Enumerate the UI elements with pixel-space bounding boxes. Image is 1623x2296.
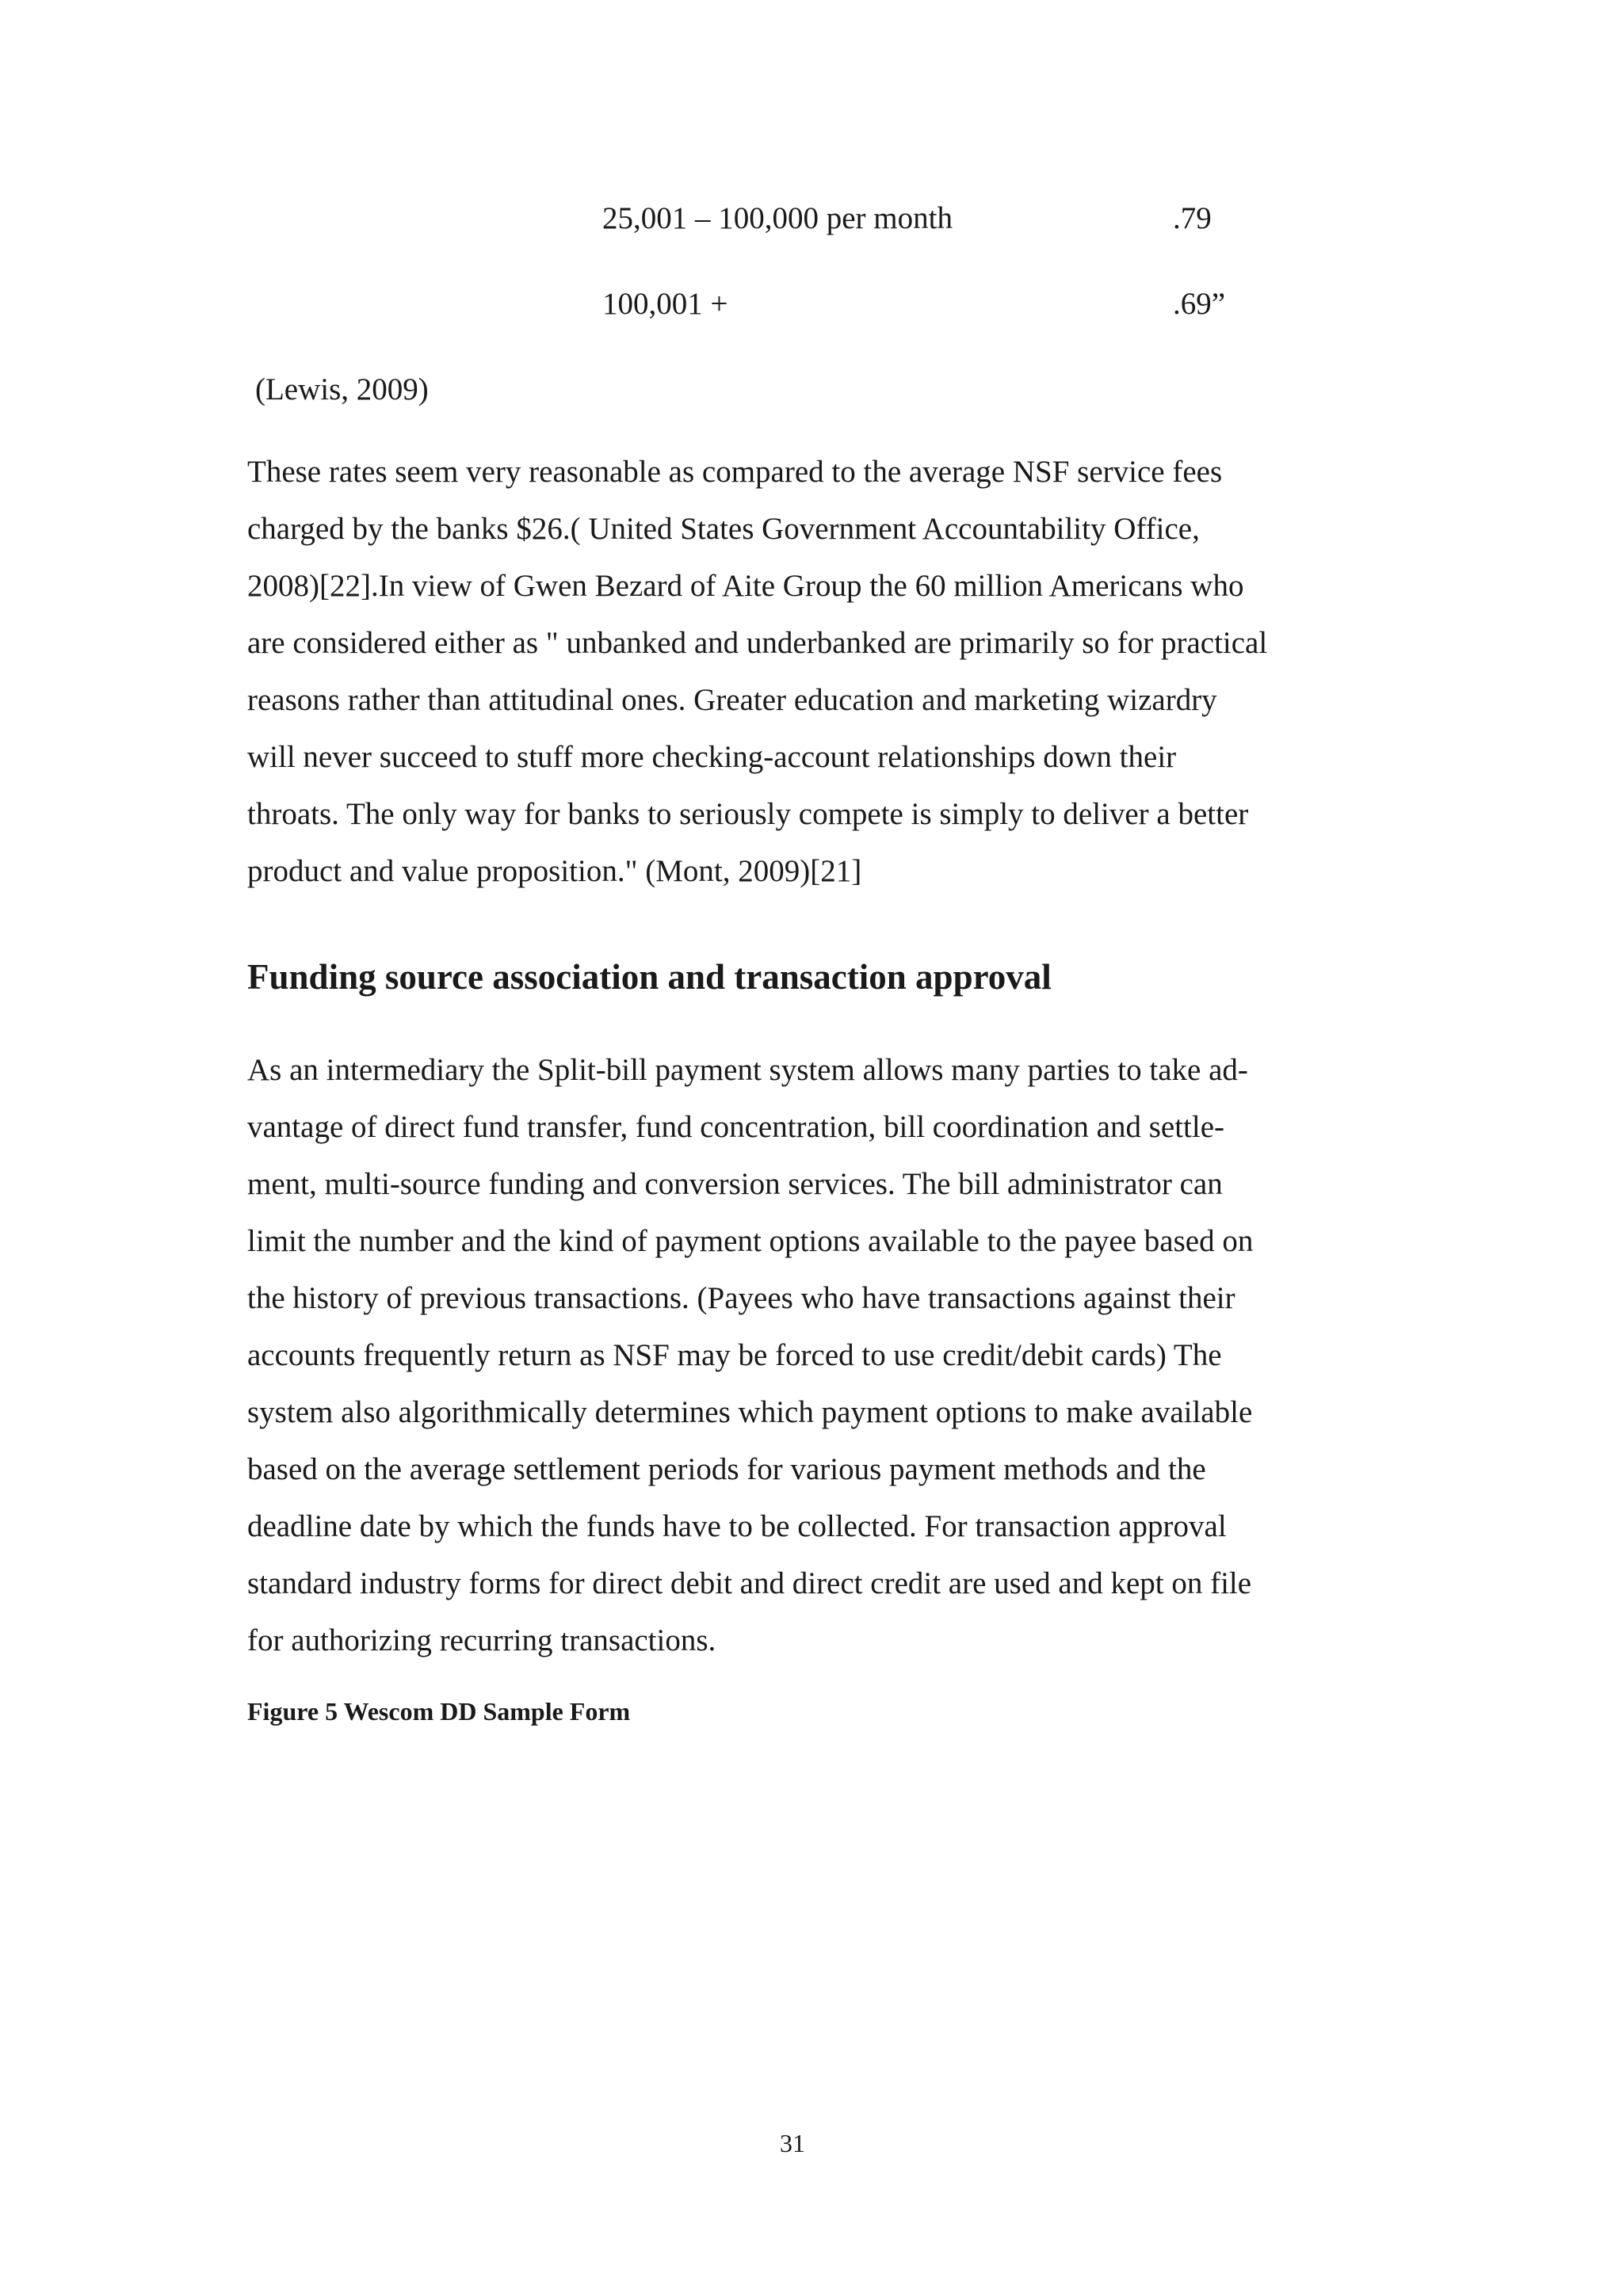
section-heading: Funding source association and transaction approval [247, 957, 1052, 997]
text-line: the history of previous transactions. (Payees who have transactions against their [247, 1281, 1235, 1315]
rate-range: 25,001 – 100,000 per month [602, 201, 953, 235]
page-number: 31 [780, 2129, 805, 2157]
rate-value: .69” [1173, 287, 1226, 321]
text-line: standard industry forms for direct debit and direct credit are used and kept on file [247, 1566, 1252, 1600]
text-line: vantage of direct fund transfer, fund concentration, bill coordination and settle- [247, 1110, 1224, 1144]
text-line: throats. The only way for banks to seriously compete is simply to deliver a better [247, 797, 1249, 831]
text-line: will never succeed to stuff more checking-account relationships down their [247, 740, 1177, 774]
paragraph-nsf-fees [247, 444, 1388, 900]
text-line: system also algorithmically determines which payment options to make available [247, 1395, 1253, 1429]
text-line: deadline date by which the funds have to be collected. For transaction approval [247, 1509, 1227, 1543]
text-line: charged by the banks $26.( United States Government Accountability Office, [247, 512, 1200, 546]
rate-value: .79 [1173, 201, 1212, 235]
text-line: reasons rather than attitudinal ones. Greater education and marketing wizardry [247, 683, 1217, 717]
text-line: product and value proposition." (Mont, 2009)[21] [247, 854, 862, 888]
text-line: These rates seem very reasonable as compared to the average NSF service fees [247, 455, 1223, 489]
paragraph-funding-source [247, 1042, 1388, 1669]
citation: (Lewis, 2009) [255, 372, 429, 406]
text-line: accounts frequently return as NSF may be forced to use credit/debit cards) The [247, 1338, 1222, 1372]
text-line: are considered either as " unbanked and underbanked are primarily so for practical [247, 626, 1268, 660]
text-line: for authorizing recurring transactions. [247, 1623, 716, 1657]
text-line: based on the average settlement periods for various payment methods and the [247, 1452, 1206, 1486]
text-line: ment, multi-source funding and conversion services. The bill administrator can [247, 1167, 1223, 1201]
rate-table-row [602, 280, 1284, 328]
text-line: limit the number and the kind of payment options available to the payee based on [247, 1224, 1254, 1258]
text-line: As an intermediary the Split-bill payment system allows many parties to take ad- [247, 1053, 1248, 1087]
figure-caption: Figure 5 Wescom DD Sample Form [247, 1697, 631, 1726]
text-line: 2008)[22].In view of Gwen Bezard of Aite Group the 60 million Americans who [247, 569, 1244, 603]
rate-table-row [602, 195, 1284, 242]
rate-range: 100,001 + [602, 287, 728, 321]
